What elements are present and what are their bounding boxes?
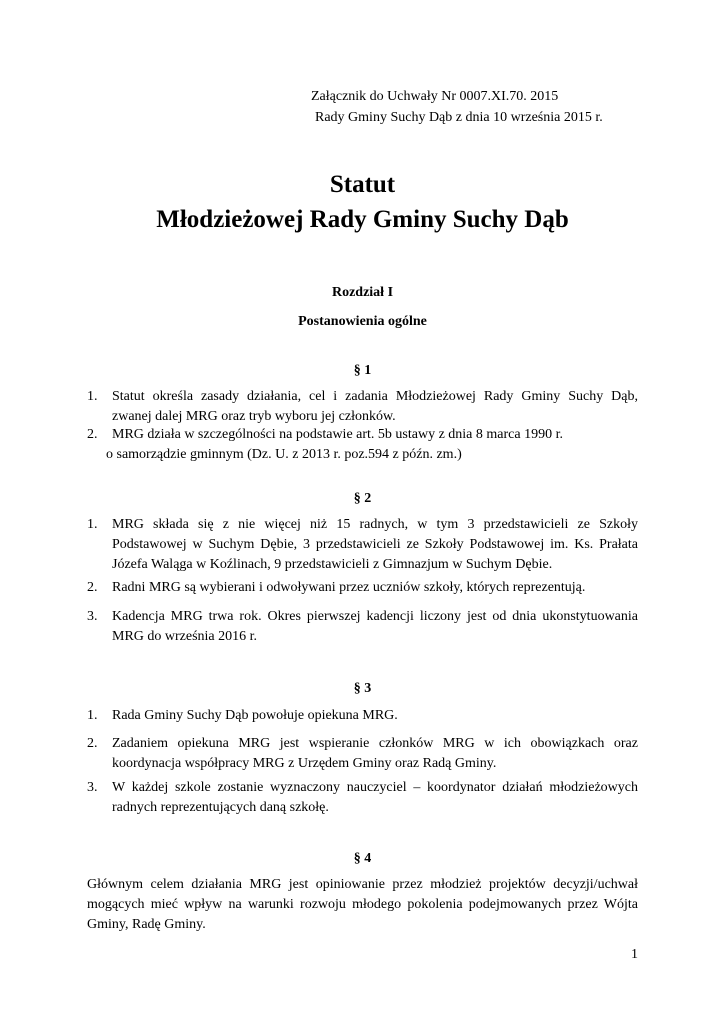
section-4-paragraph — [87, 875, 638, 935]
item-text-line: MRG do września 2016 r. — [112, 629, 258, 644]
item-number: 3. — [87, 609, 98, 624]
item-text-line: MRG składa się z nie więcej niż 15 radnych, w tym 3 przedstawicieli ze Szkoły — [112, 517, 638, 532]
section-2-item-1 — [87, 515, 638, 575]
item-number: 1. — [87, 389, 98, 404]
chapter-number: Rozdział I — [331, 285, 394, 300]
item-text-line: Rada Gminy Suchy Dąb powołuje opiekuna MRG. — [112, 708, 398, 723]
item-text-line: Kadencja MRG trwa rok. Okres pierwszej kadencji liczony jest od dnia ukonstytuowania — [112, 609, 638, 624]
item-text-line: Józefa Waląga w Koźlinach, 9 przedstawicieli z Gimnazjum w Suchym Dębie. — [112, 557, 553, 572]
section-1-item-1 — [87, 387, 638, 427]
section-1-heading: § 1 — [353, 363, 372, 378]
item-text-line: zwanej dalej MRG oraz tryb wyboru jej członków. — [112, 409, 396, 424]
item-text-line: radnych reprezentujących daną szkołę. — [112, 800, 329, 815]
item-text-line: Radni MRG są wybierani i odwoływani przez uczniów szkoły, których reprezentują. — [112, 580, 586, 595]
item-text-line: Statut określa zasady działania, cel i zadania Młodzieżowej Rady Gminy Suchy Dąb, — [112, 389, 638, 404]
annex-note — [311, 86, 603, 128]
paragraph-line: Głównym celem działania MRG jest opiniowanie przez młodzież projektów decyzji/uchwał — [87, 877, 638, 892]
item-text-line: koordynacja współpracy MRG z Urzędem Gminy oraz Radą Gminy. — [112, 756, 497, 771]
annex-line-1: Załącznik do Uchwały Nr 0007.XI.70. 2015 — [311, 89, 559, 104]
section-2-item-2 — [87, 578, 638, 598]
section-3-item-3 — [87, 778, 638, 818]
section-3-item-1 — [87, 706, 638, 726]
document-subtitle: Młodzieżowej Rady Gminy Suchy Dąb — [156, 206, 569, 233]
section-3-item-2 — [87, 734, 638, 774]
chapter-name: Postanowienia ogólne — [298, 314, 427, 329]
item-text-line: Podstawowej w Suchym Dębie, 3 przedstawicieli ze Szkoły Podstawowej im. Ks. Prałata — [112, 537, 638, 552]
annex-line-2: Rady Gminy Suchy Dąb z dnia 10 września 2015 r. — [315, 110, 603, 125]
paragraph-line: mogących mieć wpływ na warunki rozwoju młodego pokolenia podejmowanych przez Wójta — [87, 897, 638, 912]
section-1-item-2-continuation: o samorządzie gminnym (Dz. U. z 2013 r. poz.594 z późn. zm.) — [106, 447, 462, 462]
item-number: 1. — [87, 708, 98, 723]
section-3-heading: § 3 — [353, 681, 372, 696]
item-number: 2. — [87, 736, 98, 751]
item-text-line: MRG działa w szczególności na podstawie art. 5b ustawy z dnia 8 marca 1990 r. — [112, 427, 563, 442]
section-4-heading: § 4 — [353, 851, 372, 866]
item-text-line: Zadaniem opiekuna MRG jest wspieranie członków MRG w ich obowiązkach oraz — [112, 736, 638, 751]
paragraph-line: Gminy, Radę Gminy. — [87, 917, 206, 932]
item-number: 3. — [87, 780, 98, 795]
page-number: 1 — [631, 947, 638, 962]
section-2-heading: § 2 — [353, 491, 372, 506]
document-title: Statut — [329, 171, 396, 198]
section-1-item-2 — [87, 425, 638, 445]
item-number: 2. — [87, 580, 98, 595]
item-text-line: W każdej szkole zostanie wyznaczony nauczyciel – koordynator działań młodzieżowych — [112, 780, 638, 795]
item-number: 1. — [87, 517, 98, 532]
item-number: 2. — [87, 427, 98, 442]
section-2-item-3 — [87, 607, 638, 647]
